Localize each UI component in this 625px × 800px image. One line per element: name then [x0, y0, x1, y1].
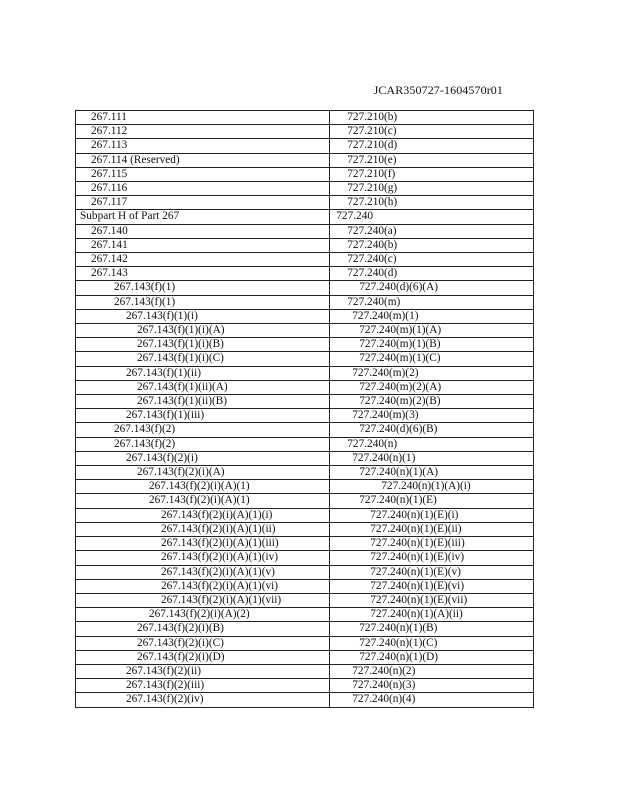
left-cell: 267.115 [76, 167, 330, 181]
right-cell: 727.240(n)(1)(E)(iii) [330, 537, 534, 551]
right-cell: 727.240 [330, 210, 534, 224]
right-cell: 727.240(n)(1)(E) [330, 494, 534, 508]
table-row [76, 650, 534, 664]
table-row [76, 380, 534, 394]
right-cell: 727.210(f) [330, 167, 534, 181]
right-cell: 727.240(b) [330, 238, 534, 252]
table-row [76, 324, 534, 338]
right-cell: 727.210(d) [330, 139, 534, 153]
table-row [76, 679, 534, 693]
table-row [76, 139, 534, 153]
table-row [76, 551, 534, 565]
table-row [76, 593, 534, 607]
left-cell: 267.143(f)(2)(i)(A)(1)(i) [76, 508, 330, 522]
table-row [76, 281, 534, 295]
left-cell: 267.143(f)(1)(i)(C) [76, 352, 330, 366]
left-cell: 267.116 [76, 182, 330, 196]
left-cell: 267.142 [76, 253, 330, 267]
left-cell: Subpart H of Part 267 [76, 210, 330, 224]
table-row [76, 366, 534, 380]
left-cell: 267.143(f)(2)(i)(A)(2) [76, 608, 330, 622]
right-cell: 727.240(m)(1)(C) [330, 352, 534, 366]
left-cell: 267.143(f)(1)(ii) [76, 366, 330, 380]
left-cell: 267.111 [76, 111, 330, 125]
table-row [76, 608, 534, 622]
left-cell: 267.112 [76, 125, 330, 139]
left-cell: 267.113 [76, 139, 330, 153]
right-cell: 727.210(b) [330, 111, 534, 125]
left-cell: 267.143(f)(2)(i)(A)(1)(iii) [76, 537, 330, 551]
left-cell: 267.143(f)(2)(i)(A)(1)(vii) [76, 593, 330, 607]
right-cell: 727.240(n)(2) [330, 664, 534, 678]
right-cell: 727.210(c) [330, 125, 534, 139]
left-cell: 267.143(f)(2)(i) [76, 451, 330, 465]
left-cell: 267.117 [76, 196, 330, 210]
right-cell: 727.240(n)(4) [330, 693, 534, 707]
right-cell: 727.240(m)(1)(B) [330, 338, 534, 352]
right-cell: 727.240(n)(1)(A) [330, 466, 534, 480]
table-row [76, 352, 534, 366]
right-cell: 727.240(n)(1)(E)(vi) [330, 579, 534, 593]
table-row [76, 295, 534, 309]
table-row [76, 210, 534, 224]
left-cell: 267.143(f)(2)(i)(A)(1)(v) [76, 565, 330, 579]
table-row [76, 537, 534, 551]
table-row [76, 437, 534, 451]
table-row [76, 267, 534, 281]
left-cell: 267.143(f)(2)(i)(A)(1) [76, 480, 330, 494]
left-cell: 267.141 [76, 238, 330, 252]
right-cell: 727.240(m)(2)(B) [330, 395, 534, 409]
table-row [76, 622, 534, 636]
table-row [76, 423, 534, 437]
right-cell: 727.240(d)(6)(B) [330, 423, 534, 437]
right-cell: 727.240(n)(1)(D) [330, 650, 534, 664]
table-row [76, 125, 534, 139]
right-cell: 727.240(d)(6)(A) [330, 281, 534, 295]
table-row [76, 636, 534, 650]
right-cell: 727.240(n)(1)(E)(ii) [330, 522, 534, 536]
right-cell: 727.240(m)(1)(A) [330, 324, 534, 338]
left-cell: 267.143(f)(2)(i)(A)(1)(iv) [76, 551, 330, 565]
right-cell: 727.240(d) [330, 267, 534, 281]
table-row [76, 182, 534, 196]
left-cell: 267.143(f)(1)(iii) [76, 409, 330, 423]
table-row [76, 224, 534, 238]
right-cell: 727.240(m)(1) [330, 309, 534, 323]
table-row [76, 664, 534, 678]
right-cell: 727.240(n)(3) [330, 679, 534, 693]
table-row [76, 338, 534, 352]
cross-reference-table [75, 110, 534, 708]
table-row [76, 395, 534, 409]
left-cell: 267.143(f)(1)(i)(B) [76, 338, 330, 352]
right-cell: 727.240(c) [330, 253, 534, 267]
table-row [76, 153, 534, 167]
left-cell: 267.143(f)(1)(i)(A) [76, 324, 330, 338]
right-cell: 727.240(n)(1)(E)(iv) [330, 551, 534, 565]
table-row [76, 309, 534, 323]
table-row [76, 111, 534, 125]
table-row [76, 522, 534, 536]
right-cell: 727.240(n)(1)(B) [330, 622, 534, 636]
table-row [76, 508, 534, 522]
table-row [76, 693, 534, 707]
right-cell: 727.210(e) [330, 153, 534, 167]
right-cell: 727.240(n)(1)(C) [330, 636, 534, 650]
table-row [76, 238, 534, 252]
right-cell: 727.240(n)(1)(E)(v) [330, 565, 534, 579]
left-cell: 267.143(f)(2)(i)(C) [76, 636, 330, 650]
right-cell: 727.240(n)(1)(A)(i) [330, 480, 534, 494]
left-cell: 267.143(f)(2)(i)(D) [76, 650, 330, 664]
left-cell: 267.143(f)(2)(i)(A)(1)(vi) [76, 579, 330, 593]
left-cell: 267.143(f)(2)(i)(B) [76, 622, 330, 636]
right-cell: 727.240(n)(1)(E)(i) [330, 508, 534, 522]
table-row [76, 451, 534, 465]
table-row [76, 409, 534, 423]
right-cell: 727.240(n)(1)(A)(ii) [330, 608, 534, 622]
left-cell: 267.143(f)(2) [76, 437, 330, 451]
left-cell: 267.143(f)(2)(iii) [76, 679, 330, 693]
right-cell: 727.240(m)(2) [330, 366, 534, 380]
document-id: JCAR350727-1604570r01 [373, 83, 503, 97]
right-cell: 727.210(h) [330, 196, 534, 210]
table-row [76, 196, 534, 210]
table-row [76, 253, 534, 267]
left-cell: 267.143(f)(1)(i) [76, 309, 330, 323]
left-cell: 267.143(f)(2)(ii) [76, 664, 330, 678]
right-cell: 727.240(a) [330, 224, 534, 238]
table-row [76, 480, 534, 494]
left-cell: 267.143(f)(1) [76, 295, 330, 309]
table-row [76, 466, 534, 480]
right-cell: 727.240(n) [330, 437, 534, 451]
left-cell: 267.143(f)(2)(i)(A)(1)(ii) [76, 522, 330, 536]
table-row [76, 167, 534, 181]
left-cell: 267.143(f)(1)(ii)(A) [76, 380, 330, 394]
left-cell: 267.143(f)(2)(i)(A)(1) [76, 494, 330, 508]
left-cell: 267.143(f)(2) [76, 423, 330, 437]
left-cell: 267.114 (Reserved) [76, 153, 330, 167]
left-cell: 267.143 [76, 267, 330, 281]
left-cell: 267.143(f)(1) [76, 281, 330, 295]
right-cell: 727.240(n)(1) [330, 451, 534, 465]
left-cell: 267.143(f)(2)(iv) [76, 693, 330, 707]
right-cell: 727.240(m) [330, 295, 534, 309]
left-cell: 267.143(f)(2)(i)(A) [76, 466, 330, 480]
right-cell: 727.240(m)(2)(A) [330, 380, 534, 394]
right-cell: 727.240(m)(3) [330, 409, 534, 423]
right-cell: 727.210(g) [330, 182, 534, 196]
left-cell: 267.143(f)(1)(ii)(B) [76, 395, 330, 409]
table-row [76, 494, 534, 508]
table-row [76, 579, 534, 593]
right-cell: 727.240(n)(1)(E)(vii) [330, 593, 534, 607]
table-row [76, 565, 534, 579]
left-cell: 267.140 [76, 224, 330, 238]
